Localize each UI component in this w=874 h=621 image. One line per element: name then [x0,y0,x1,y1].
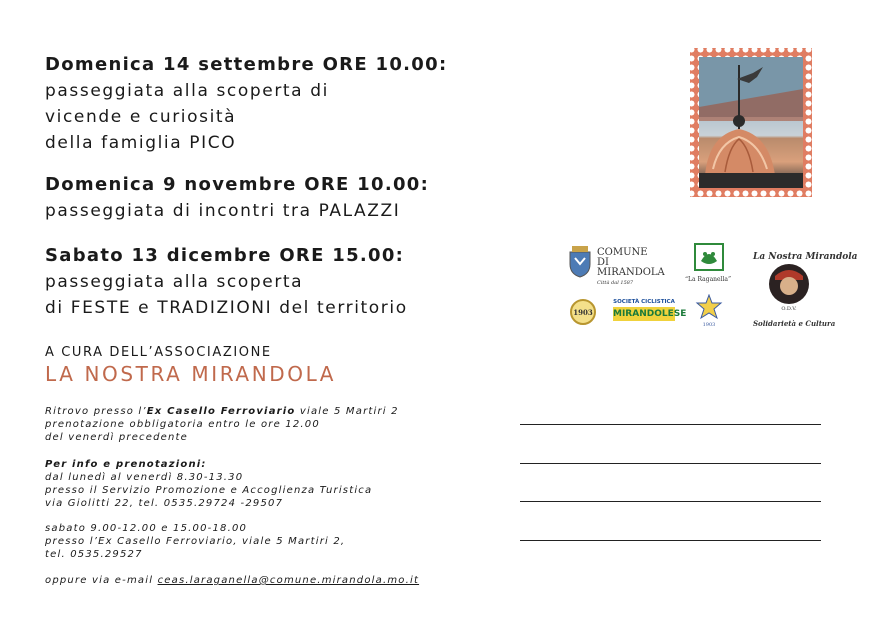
contact-heading [45,458,372,471]
comune-mirandola-logo [567,242,665,288]
email-line [45,574,419,587]
contact-line: presso il Servizio Promozione e Accoglienza Turistica [45,485,373,496]
nostra-odv: O.D.V. [781,306,797,312]
email-info [45,574,419,587]
booking-note: prenotazione obbligatoria entro le ore 12.00 [45,419,320,430]
event-date: Domenica 14 settembre ORE 10.00: [45,54,448,75]
address-line [520,424,821,425]
event-description: passeggiata alla scoperta di [45,81,329,101]
frog-icon [694,243,724,271]
meeting-place: Ex Casello Ferroviario [146,406,296,417]
booking-note: del venerdì precedente [45,432,189,443]
badge-year: 1903 [573,308,593,317]
societa-ciclistica-logo [613,299,687,323]
email-prefix: oppure via e-mail [45,575,158,586]
event-1 [45,52,447,156]
1903-badge-logo [569,298,597,326]
ciclistica-text: MIRANDOLESE [613,309,687,319]
nostra-arc-text: La Nostra Mirandola [753,252,858,262]
event-description: passeggiata di incontri tra PALAZZI [45,201,401,221]
meeting-prefix: Ritrovo presso l’ [45,406,147,417]
comune-subtitle: Città dal 1587 [597,280,634,286]
address-line [520,501,821,502]
event-date: Sabato 13 dicembre ORE 15.00: [45,245,405,266]
event-date: Domenica 9 novembre ORE 10.00: [45,174,430,195]
meeting-point-info [45,405,399,444]
event-3 [45,243,408,321]
contact-line: dal lunedì al venerdì 8.30-13.30 [45,472,244,483]
event-description: della famiglia PICO [45,133,237,153]
saturday-line: presso l’Ex Casello Ferroviario, viale 5 Martiri 2, [45,536,346,547]
event-description: di FESTE e TRADIZIONI del territorio [45,298,408,318]
email-link[interactable]: ceas.laraganella@comune.mirandola.mo.it [157,575,420,586]
comune-text: MIRANDOLA [597,267,665,278]
dome-illustration [699,57,803,188]
stamp-photo [699,57,803,188]
saturday-line: tel. 0535.29527 [45,549,143,560]
raganella-text: “La Raganella” [684,276,732,283]
saturday-line: sabato 9.00-12.00 e 15.00-18.00 [45,523,248,534]
association-name: LA NOSTRA MIRANDOLA [45,362,337,386]
event-2 [45,172,429,224]
contact-heading-text: Per info e prenotazioni: [45,459,207,470]
event-description: vicende e curiosità [45,107,237,127]
emblem-year: 1903 [702,322,716,328]
meeting-suffix: viale 5 Martiri 2 [295,406,399,417]
address-line [520,463,821,464]
la-nostra-mirandola-logo [753,244,858,330]
star-emblem-icon [694,294,724,320]
ciclistica-text: SOCIETÀ CICLISTICA [613,299,675,305]
coat-of-arms-icon [567,244,593,278]
curated-by: A CURA DELL’ASSOCIAZIONE [45,345,272,360]
event-description: passeggiata alla scoperta [45,272,304,292]
address-line [520,540,821,541]
contact-line: via Giolitti 22, tel. 0535.29724 -29507 [45,498,284,509]
comune-text: DI [597,257,609,268]
nostra-motto: Solidarietà e Cultura [753,319,836,328]
meeting-point-line [45,405,399,418]
raganella-logo [684,243,732,287]
contact-info [45,458,372,510]
comune-text: COMUNE [597,247,648,258]
emblem-logo [694,294,724,332]
saturday-info [45,522,345,561]
